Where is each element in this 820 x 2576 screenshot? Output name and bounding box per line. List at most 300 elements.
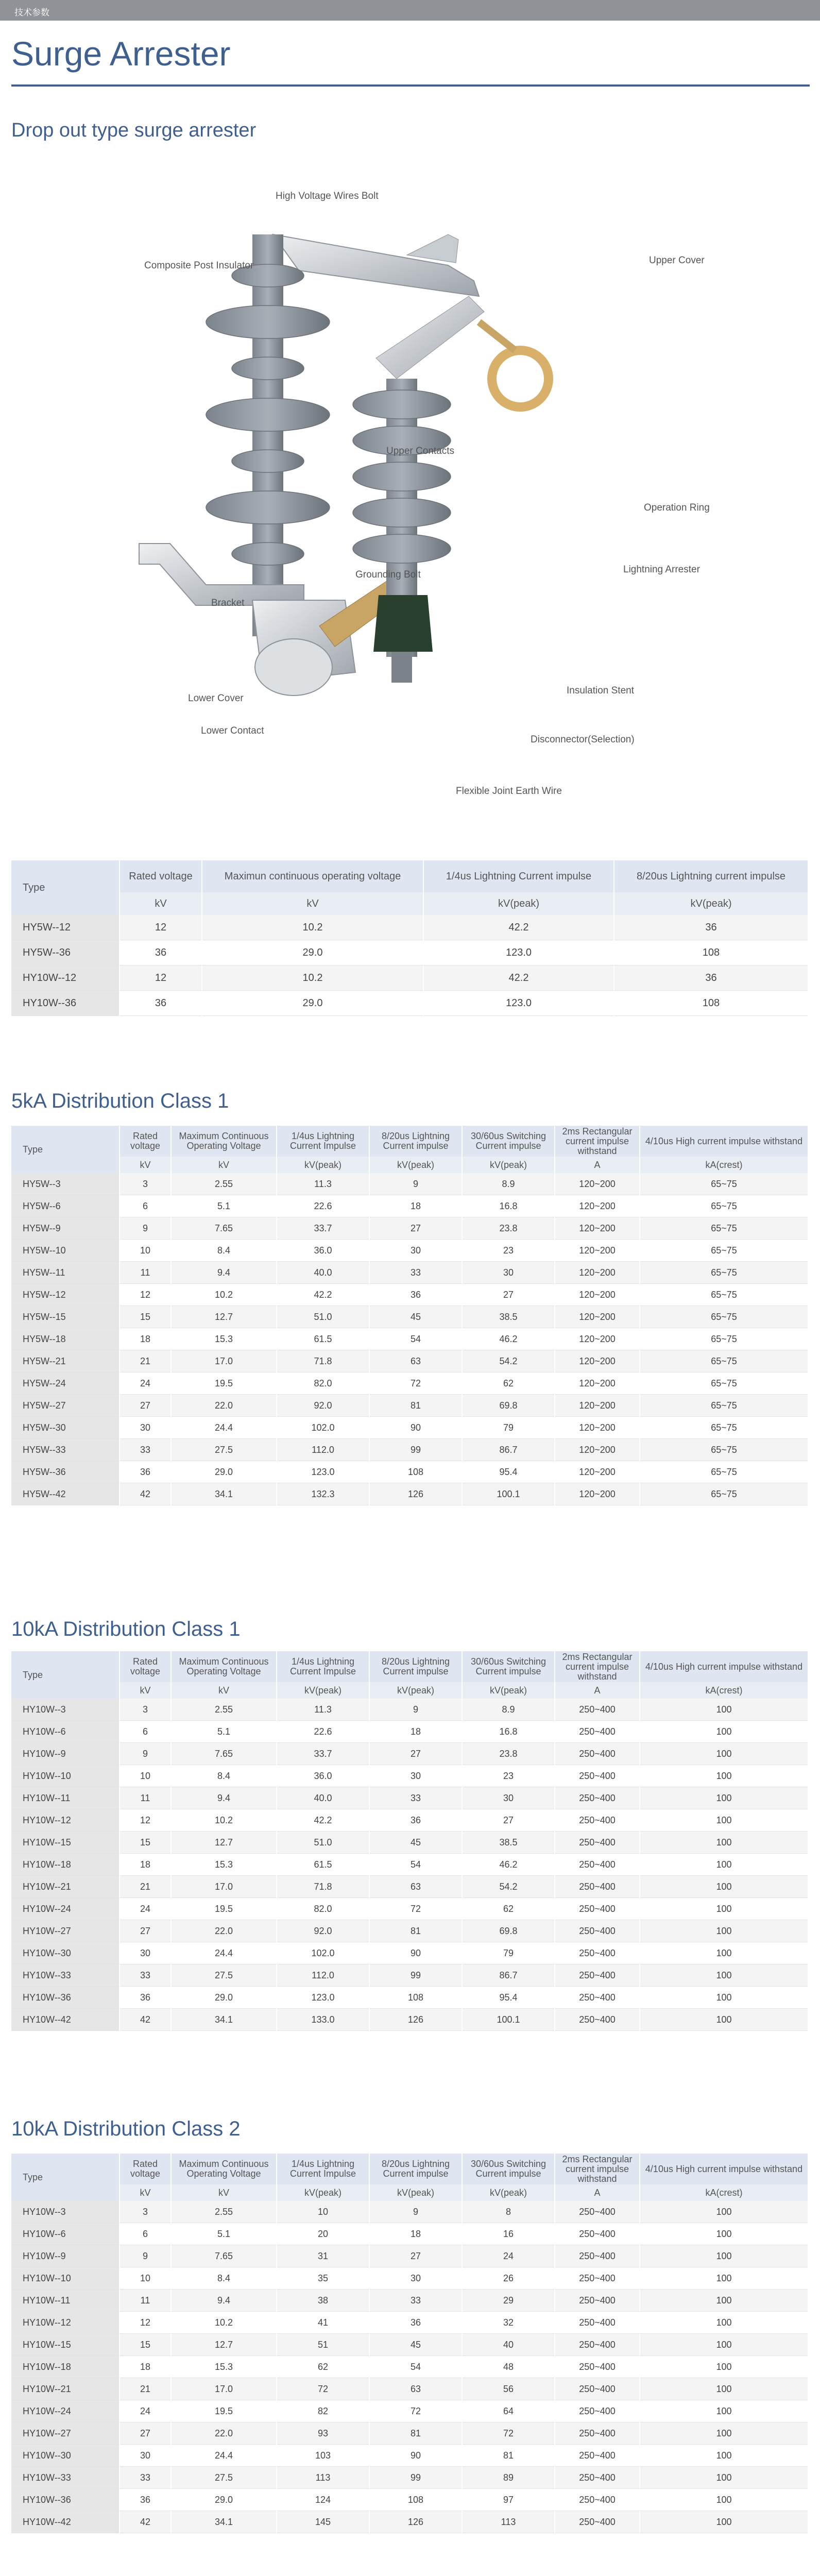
table-cell: 33 xyxy=(369,2290,462,2312)
unit-header: kV(peak) xyxy=(462,1157,555,1173)
table-cell: 17.0 xyxy=(171,2378,277,2400)
table-row xyxy=(11,1306,808,1328)
table-cell: 133.0 xyxy=(277,2009,369,2031)
table-cell: 6 xyxy=(119,1195,171,1217)
table-cell: 108 xyxy=(614,940,808,965)
table-row xyxy=(11,1854,808,1876)
table-cell: 100.1 xyxy=(462,1483,555,1505)
table-cell: 15 xyxy=(119,1306,171,1328)
table-cell: 65~75 xyxy=(640,1350,808,1372)
table-cell: 30 xyxy=(369,2267,462,2290)
table-cell: 38 xyxy=(277,2290,369,2312)
table-cell: 36 xyxy=(369,1284,462,1306)
table-cell: 10.2 xyxy=(171,1284,277,1306)
table-cell: 20 xyxy=(277,2223,369,2245)
type-cell: HY10W--3 xyxy=(11,1699,119,1721)
table-row xyxy=(11,940,808,965)
unit-header: kA(crest) xyxy=(640,1157,808,1173)
table-cell: 34.1 xyxy=(171,2511,277,2533)
table-cell: 8.9 xyxy=(462,1699,555,1721)
type-cell: HY10W--12 xyxy=(11,1809,119,1832)
table-cell: 18 xyxy=(369,2223,462,2245)
table-row xyxy=(11,2489,808,2511)
table-cell: 29.0 xyxy=(202,940,423,965)
table-cell: 5.1 xyxy=(171,1195,277,1217)
table-cell: 120~200 xyxy=(555,1173,640,1195)
table-cell: 86.7 xyxy=(462,1964,555,1987)
page-title: Surge Arrester xyxy=(11,35,231,73)
table-cell: 42.2 xyxy=(423,965,614,991)
col-header: 30/60us Switching Current impulse xyxy=(462,2154,555,2184)
table-cell: 100 xyxy=(640,1787,808,1809)
table-cell: 132.3 xyxy=(277,1483,369,1505)
table-cell: 30 xyxy=(119,1417,171,1439)
callout-lightning-arrester: Lightning Arrester xyxy=(623,564,700,575)
table-cell: 42.2 xyxy=(277,1284,369,1306)
table-cell: 11.3 xyxy=(277,1699,369,1721)
table-cell: 120~200 xyxy=(555,1195,640,1217)
table-row xyxy=(11,1483,808,1505)
table-row xyxy=(11,2356,808,2378)
table-cell: 100 xyxy=(640,1809,808,1832)
table-cell: 250~400 xyxy=(555,1920,640,1942)
table-cell: 11 xyxy=(119,1262,171,1284)
table-cell: 16 xyxy=(462,2223,555,2245)
unit-header: kV xyxy=(171,1157,277,1173)
table-cell: 100 xyxy=(640,2400,808,2422)
table-cell: 65~75 xyxy=(640,1306,808,1328)
col-header: 2ms Rectangular current impulse withstand xyxy=(555,1651,640,1682)
table-cell: 95.4 xyxy=(462,1987,555,2009)
table-cell: 81 xyxy=(369,2422,462,2445)
table-row xyxy=(11,1240,808,1262)
table-row xyxy=(11,1832,808,1854)
table-row xyxy=(11,1920,808,1942)
table-cell: 22.0 xyxy=(171,2422,277,2445)
table-cell: 120~200 xyxy=(555,1372,640,1395)
type-header: Type xyxy=(11,860,119,915)
table-cell: 100 xyxy=(640,2312,808,2334)
table-cell: 113 xyxy=(462,2511,555,2533)
table-row xyxy=(11,2400,808,2422)
table-cell: 113 xyxy=(277,2467,369,2489)
type-cell: HY5W--15 xyxy=(11,1306,119,1328)
callout-bracket: Bracket xyxy=(211,598,245,608)
table-cell: 100 xyxy=(640,1721,808,1743)
table-cell: 40.0 xyxy=(277,1262,369,1284)
table-cell: 250~400 xyxy=(555,1854,640,1876)
table-cell: 100 xyxy=(640,2356,808,2378)
table-row xyxy=(11,2201,808,2223)
table-cell: 100 xyxy=(640,2201,808,2223)
table-cell: 112.0 xyxy=(277,1439,369,1461)
table-cell: 12 xyxy=(119,915,202,940)
table-row xyxy=(11,2334,808,2356)
type-cell: HY5W--9 xyxy=(11,1217,119,1240)
table-cell: 250~400 xyxy=(555,2312,640,2334)
table-cell: 9 xyxy=(119,1743,171,1765)
table-cell: 82.0 xyxy=(277,1898,369,1920)
unit-header: kV xyxy=(119,1682,171,1699)
unit-header: kV(peak) xyxy=(423,892,614,915)
table-cell: 100 xyxy=(640,1854,808,1876)
table-cell: 19.5 xyxy=(171,1898,277,1920)
table-cell: 22.0 xyxy=(171,1920,277,1942)
table-cell: 65~75 xyxy=(640,1328,808,1350)
table-cell: 100 xyxy=(640,2467,808,2489)
table-cell: 10 xyxy=(119,1240,171,1262)
table-cell: 10 xyxy=(119,1765,171,1787)
unit-header: kV xyxy=(171,1682,277,1699)
table-cell: 10 xyxy=(119,2267,171,2290)
table-cell: 29.0 xyxy=(202,991,423,1016)
callout-lower-cover: Lower Cover xyxy=(188,693,244,704)
table-cell: 23.8 xyxy=(462,1743,555,1765)
table-cell: 11 xyxy=(119,1787,171,1809)
table-row xyxy=(11,965,808,991)
type-cell: HY5W--36 xyxy=(11,1461,119,1483)
table-cell: 23 xyxy=(462,1765,555,1787)
table-cell: 54.2 xyxy=(462,1350,555,1372)
unit-header: kV(peak) xyxy=(277,2184,369,2201)
table-cell: 38.5 xyxy=(462,1306,555,1328)
table-cell: 33 xyxy=(119,1964,171,1987)
table-cell: 8.4 xyxy=(171,1240,277,1262)
table-cell: 24 xyxy=(462,2245,555,2267)
table-cell: 8.4 xyxy=(171,2267,277,2290)
table-row xyxy=(11,1328,808,1350)
table-cell: 45 xyxy=(369,1306,462,1328)
table-cell: 62 xyxy=(462,1372,555,1395)
table-cell: 250~400 xyxy=(555,2378,640,2400)
table-cell: 120~200 xyxy=(555,1306,640,1328)
type-cell: HY5W--21 xyxy=(11,1350,119,1372)
table-cell: 71.8 xyxy=(277,1876,369,1898)
table-cell: 65~75 xyxy=(640,1217,808,1240)
table-row xyxy=(11,1350,808,1372)
table-cell: 23 xyxy=(462,1240,555,1262)
table-cell: 100 xyxy=(640,2245,808,2267)
table-row xyxy=(11,1173,808,1195)
table-5ka-class1 xyxy=(11,1126,809,1505)
table-cell: 2.55 xyxy=(171,1699,277,1721)
table-cell: 22.6 xyxy=(277,1195,369,1217)
table-cell: 19.5 xyxy=(171,2400,277,2422)
col-header: Maximum Continuous Operating Voltage xyxy=(171,2154,277,2184)
col-header: Maximum Continuous Operating Voltage xyxy=(171,1651,277,1682)
table-cell: 17.0 xyxy=(171,1876,277,1898)
table-cell: 7.65 xyxy=(171,1743,277,1765)
table-cell: 123.0 xyxy=(423,991,614,1016)
table-cell: 26 xyxy=(462,2267,555,2290)
table-cell: 30 xyxy=(462,1787,555,1809)
callout-earth-wire: Flexible Joint Earth Wire xyxy=(456,786,562,796)
col-header: 4/10us High current impulse withstand xyxy=(640,2154,808,2184)
table-cell: 30 xyxy=(462,1262,555,1284)
table-cell: 9.4 xyxy=(171,1787,277,1809)
table-cell: 100 xyxy=(640,2009,808,2031)
table-row xyxy=(11,2245,808,2267)
table-cell: 22.0 xyxy=(171,1395,277,1417)
table-cell: 24.4 xyxy=(171,2445,277,2467)
table-cell: 54 xyxy=(369,2356,462,2378)
table-cell: 18 xyxy=(119,2356,171,2378)
type-cell: HY10W--36 xyxy=(11,2489,119,2511)
table-cell: 250~400 xyxy=(555,1721,640,1743)
table-cell: 36 xyxy=(119,1987,171,2009)
table-cell: 30 xyxy=(369,1765,462,1787)
type-cell: HY10W--9 xyxy=(11,2245,119,2267)
table-cell: 71.8 xyxy=(277,1350,369,1372)
type-cell: HY10W--27 xyxy=(11,2422,119,2445)
table-cell: 250~400 xyxy=(555,2400,640,2422)
table-cell: 12.7 xyxy=(171,2334,277,2356)
table-cell: 19.5 xyxy=(171,1372,277,1395)
table-cell: 112.0 xyxy=(277,1964,369,1987)
table-cell: 12.7 xyxy=(171,1306,277,1328)
table-row xyxy=(11,1195,808,1217)
table-row xyxy=(11,1898,808,1920)
table-cell: 3 xyxy=(119,2201,171,2223)
table-cell: 250~400 xyxy=(555,1876,640,1898)
table-cell: 100 xyxy=(640,1765,808,1787)
col-header: 1/4us Lightning Current impulse xyxy=(423,860,614,892)
table-cell: 65~75 xyxy=(640,1195,808,1217)
table-cell: 93 xyxy=(277,2422,369,2445)
table-cell: 24.4 xyxy=(171,1942,277,1964)
callout-insulation-stent: Insulation Stent xyxy=(567,685,634,696)
table-cell: 120~200 xyxy=(555,1328,640,1350)
table-cell: 72 xyxy=(277,2378,369,2400)
table-cell: 120~200 xyxy=(555,1217,640,1240)
table-cell: 250~400 xyxy=(555,1765,640,1787)
col-header: 30/60us Switching Current impulse xyxy=(462,1651,555,1682)
table-cell: 250~400 xyxy=(555,2201,640,2223)
table-cell: 33.7 xyxy=(277,1743,369,1765)
table-cell: 29.0 xyxy=(171,1987,277,2009)
col-header: Rated voltage xyxy=(119,1126,171,1157)
table-cell: 29.0 xyxy=(171,2489,277,2511)
table-cell: 27 xyxy=(119,2422,171,2445)
table-cell: 31 xyxy=(277,2245,369,2267)
table-cell: 24.4 xyxy=(171,1417,277,1439)
table-cell: 46.2 xyxy=(462,1854,555,1876)
table-cell: 36.0 xyxy=(277,1240,369,1262)
unit-header: A xyxy=(555,1157,640,1173)
unit-header: kV(peak) xyxy=(277,1157,369,1173)
col-header: Rated voltage xyxy=(119,2154,171,2184)
type-cell: HY10W--42 xyxy=(11,2511,119,2533)
table-cell: 250~400 xyxy=(555,1987,640,2009)
unit-header: kV(peak) xyxy=(369,1682,462,1699)
type-cell: HY10W--18 xyxy=(11,2356,119,2378)
table-cell: 100 xyxy=(640,1920,808,1942)
table-cell: 97 xyxy=(462,2489,555,2511)
table-cell: 9 xyxy=(369,1699,462,1721)
table-cell: 30 xyxy=(369,1240,462,1262)
table-cell: 27 xyxy=(369,2245,462,2267)
table-cell: 250~400 xyxy=(555,2267,640,2290)
table-cell: 120~200 xyxy=(555,1483,640,1505)
unit-header: kA(crest) xyxy=(640,2184,808,2201)
table-cell: 27.5 xyxy=(171,1964,277,1987)
type-cell: HY5W--33 xyxy=(11,1439,119,1461)
table-cell: 145 xyxy=(277,2511,369,2533)
table-cell: 6 xyxy=(119,2223,171,2245)
type-cell: HY10W--3 xyxy=(11,2201,119,2223)
table-row xyxy=(11,1395,808,1417)
table-cell: 36 xyxy=(369,1809,462,1832)
table-cell: 27 xyxy=(462,1284,555,1306)
table-cell: 61.5 xyxy=(277,1328,369,1350)
type-cell: HY10W--30 xyxy=(11,1942,119,1964)
table-cell: 10 xyxy=(277,2201,369,2223)
table-cell: 100 xyxy=(640,2223,808,2245)
type-cell: HY10W--9 xyxy=(11,1743,119,1765)
table-cell: 250~400 xyxy=(555,2467,640,2489)
table-cell: 33 xyxy=(369,1262,462,1284)
table-cell: 42.2 xyxy=(277,1809,369,1832)
table-cell: 100 xyxy=(640,1942,808,1964)
table-row xyxy=(11,1439,808,1461)
table-cell: 250~400 xyxy=(555,2356,640,2378)
table-cell: 250~400 xyxy=(555,1964,640,1987)
table-row xyxy=(11,2445,808,2467)
col-header: 8/20us Lightning Current impulse xyxy=(369,1651,462,1682)
table-cell: 40 xyxy=(462,2334,555,2356)
table-cell: 90 xyxy=(369,1417,462,1439)
unit-header: kV xyxy=(119,2184,171,2201)
table-row xyxy=(11,1699,808,1721)
table-cell: 56 xyxy=(462,2378,555,2400)
table-cell: 5.1 xyxy=(171,1721,277,1743)
type-cell: HY5W--18 xyxy=(11,1328,119,1350)
table-row xyxy=(11,1284,808,1306)
table-cell: 42.2 xyxy=(423,915,614,940)
table-cell: 36 xyxy=(119,940,202,965)
unit-header: kV xyxy=(171,2184,277,2201)
table-cell: 27 xyxy=(119,1395,171,1417)
table-cell: 120~200 xyxy=(555,1461,640,1483)
col-header: Maximun continuous operating voltage xyxy=(202,860,423,892)
type-cell: HY5W--42 xyxy=(11,1483,119,1505)
table-cell: 34.1 xyxy=(171,2009,277,2031)
table-row xyxy=(11,1262,808,1284)
table-cell: 250~400 xyxy=(555,2422,640,2445)
table-cell: 81 xyxy=(369,1395,462,1417)
type-cell: HY5W--6 xyxy=(11,1195,119,1217)
type-cell: HY10W--12 xyxy=(11,2312,119,2334)
table-cell: 95.4 xyxy=(462,1461,555,1483)
col-header: 30/60us Switching Current impulse xyxy=(462,1126,555,1157)
table-cell: 32 xyxy=(462,2312,555,2334)
table-cell: 15 xyxy=(119,1832,171,1854)
table-cell: 103 xyxy=(277,2445,369,2467)
type-cell: HY10W--11 xyxy=(11,2290,119,2312)
table-row xyxy=(11,2267,808,2290)
table-cell: 9 xyxy=(369,1173,462,1195)
type-cell: HY10W--36 xyxy=(11,1987,119,2009)
table-cell: 100 xyxy=(640,2422,808,2445)
table-cell: 18 xyxy=(369,1195,462,1217)
table-cell: 62 xyxy=(277,2356,369,2378)
table-cell: 7.65 xyxy=(171,1217,277,1240)
table-cell: 99 xyxy=(369,2467,462,2489)
type-cell: HY10W--12 xyxy=(11,965,119,991)
table-cell: 120~200 xyxy=(555,1284,640,1306)
table-cell: 21 xyxy=(119,1876,171,1898)
table-cell: 100 xyxy=(640,2290,808,2312)
table-cell: 92.0 xyxy=(277,1920,369,1942)
table-row xyxy=(11,1964,808,1987)
type-cell: HY10W--42 xyxy=(11,2009,119,2031)
table-cell: 89 xyxy=(462,2467,555,2489)
table-row xyxy=(11,2422,808,2445)
table-cell: 45 xyxy=(369,1832,462,1854)
table-cell: 250~400 xyxy=(555,1699,640,1721)
table-cell: 29 xyxy=(462,2290,555,2312)
col-header: 4/10us High current impulse withstand xyxy=(640,1126,808,1157)
table-cell: 72 xyxy=(369,1898,462,1920)
table-cell: 81 xyxy=(369,1920,462,1942)
table-cell: 3 xyxy=(119,1699,171,1721)
col-header: 8/20us Lightning current impulse xyxy=(614,860,808,892)
table-cell: 65~75 xyxy=(640,1417,808,1439)
table-cell: 36 xyxy=(119,991,202,1016)
table-row xyxy=(11,2223,808,2245)
table-cell: 6 xyxy=(119,1721,171,1743)
table-cell: 22.6 xyxy=(277,1721,369,1743)
table-cell: 17.0 xyxy=(171,1350,277,1372)
table-cell: 27 xyxy=(119,1920,171,1942)
unit-header: kV(peak) xyxy=(462,1682,555,1699)
table-cell: 250~400 xyxy=(555,1942,640,1964)
table-cell: 90 xyxy=(369,1942,462,1964)
table-cell: 90 xyxy=(369,2445,462,2467)
table-cell: 99 xyxy=(369,1964,462,1987)
unit-header: kV(peak) xyxy=(369,2184,462,2201)
table-cell: 34.1 xyxy=(171,1483,277,1505)
table-cell: 36.0 xyxy=(277,1765,369,1787)
type-cell: HY5W--12 xyxy=(11,1284,119,1306)
table-cell: 100 xyxy=(640,2378,808,2400)
table-cell: 29.0 xyxy=(171,1461,277,1483)
table-cell: 5.1 xyxy=(171,2223,277,2245)
table-cell: 48 xyxy=(462,2356,555,2378)
table-cell: 250~400 xyxy=(555,2334,640,2356)
table-cell: 63 xyxy=(369,2378,462,2400)
table-cell: 64 xyxy=(462,2400,555,2422)
type-cell: HY10W--24 xyxy=(11,1898,119,1920)
table-cell: 9 xyxy=(369,2201,462,2223)
table-cell: 36 xyxy=(119,1461,171,1483)
unit-header: kV(peak) xyxy=(277,1682,369,1699)
callout-composite-insulator: Composite Post Insulator xyxy=(144,260,254,271)
callout-hv-wires-bolt: High Voltage Wires Bolt xyxy=(276,191,379,201)
table-cell: 54 xyxy=(369,1328,462,1350)
table-cell: 12 xyxy=(119,1809,171,1832)
table-cell: 100 xyxy=(640,1876,808,1898)
table-cell: 126 xyxy=(369,1483,462,1505)
table-cell: 65~75 xyxy=(640,1284,808,1306)
table-cell: 15.3 xyxy=(171,2356,277,2378)
table-cell: 63 xyxy=(369,1876,462,1898)
type-cell: HY10W--33 xyxy=(11,1964,119,1987)
table-cell: 250~400 xyxy=(555,2009,640,2031)
table-cell: 100 xyxy=(640,1743,808,1765)
table-cell: 250~400 xyxy=(555,1787,640,1809)
unit-header: kV(peak) xyxy=(614,892,808,915)
